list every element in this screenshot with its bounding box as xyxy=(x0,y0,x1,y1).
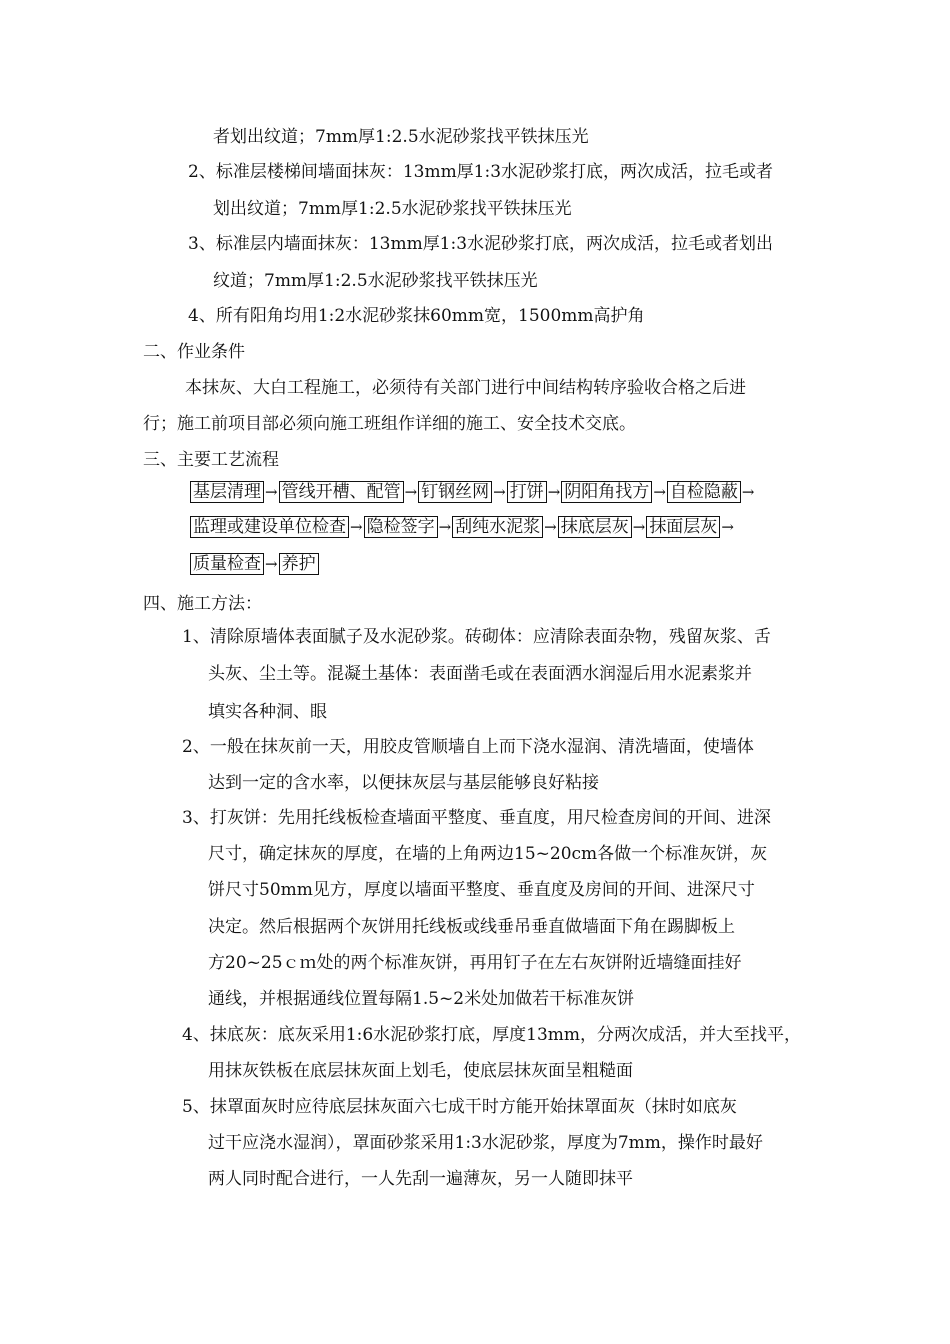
text-line: 者划出纹道；7mm厚1:2.5水泥砂浆找平铁抹压光 xyxy=(213,127,589,147)
flow-step: 隐检签字 xyxy=(364,516,438,538)
arrow-right-icon: → xyxy=(404,483,418,501)
flow-step: 打饼 xyxy=(507,481,547,503)
text-line: 1、清除原墙体表面腻子及水泥砂浆。砖砌体：应清除表面杂物，残留灰浆、舌 xyxy=(182,627,771,647)
arrow-right-icon: → xyxy=(265,483,278,501)
text-line: 5、抹罩面灰时应待底层抹灰面六七成干时方能开始抹罩面灰（抹时如底灰 xyxy=(182,1097,737,1117)
flow-step: 抹底层灰 xyxy=(558,516,632,538)
text-line: 填实各种洞、眼 xyxy=(208,702,327,722)
text-line: 4、所有阳角均用1:2水泥砂浆抹60mm宽，1500mm高护角 xyxy=(188,306,645,326)
flow-step: 阴阳角找方 xyxy=(561,481,652,503)
arrow-right-icon: → xyxy=(632,518,646,536)
arrow-right-icon: → xyxy=(653,483,666,501)
text-line: 头灰、尘土等。混凝土基体：表面凿毛或在表面洒水润湿后用水泥素浆并 xyxy=(208,664,752,684)
arrow-right-icon: → xyxy=(438,518,452,536)
section-heading: 二、作业条件 xyxy=(143,342,245,362)
text-line: 方20~25ｃｍ处的两个标准灰饼，再用钉子在左右灰饼附近墙缝面挂好 xyxy=(208,953,742,973)
flow-step: 养护 xyxy=(279,553,319,575)
text-line: 2、一般在抹灰前一天，用胶皮管顺墙自上而下浇水湿润、清洗墙面，使墙体 xyxy=(182,737,754,757)
arrow-right-icon: → xyxy=(721,518,734,536)
flow-step: 监理或建设单位检查 xyxy=(190,516,349,538)
arrow-right-icon: → xyxy=(350,518,363,536)
arrow-right-icon: → xyxy=(741,483,755,501)
text-line: 尺寸，确定抹灰的厚度，在墙的上角两边15~20cm各做一个标准灰饼，灰 xyxy=(208,844,768,864)
text-line: 2、标准层楼梯间墙面抹灰：13mm厚1:3水泥砂浆打底，两次成活，拉毛或者 xyxy=(188,162,774,182)
text-line: 划出纹道；7mm厚1:2.5水泥砂浆找平铁抹压光 xyxy=(213,199,572,219)
text-line: 决定。然后根据两个灰饼用托线板或线垂吊垂直做墙面下角在踢脚板上 xyxy=(208,917,735,937)
flow-step: 质量检查 xyxy=(190,553,264,575)
flow-step: 抹面层灰 xyxy=(646,516,720,538)
text-line: 用抹灰铁板在底层抹灰面上划毛，使底层抹灰面呈粗糙面 xyxy=(208,1061,633,1081)
text-line: 本抹灰、大白工程施工，必须待有关部门进行中间结构转序验收合格之后进 xyxy=(185,378,746,398)
flow-step: 基层清理 xyxy=(190,481,264,503)
text-line: 两人同时配合进行，一人先刮一遍薄灰，另一人随即抹平 xyxy=(208,1169,633,1189)
process-flow-row-1 xyxy=(190,479,755,505)
arrow-right-icon: → xyxy=(493,483,506,501)
flow-step: 自检隐蔽 xyxy=(667,481,741,503)
text-line: 3、打灰饼：先用托线板检查墙面平整度、垂直度，用尺检查房间的开间、进深 xyxy=(182,808,771,828)
section-heading: 三、主要工艺流程 xyxy=(143,450,279,470)
text-line: 达到一定的含水率，以便抹灰层与基层能够良好粘接 xyxy=(208,773,599,793)
process-flow-row-2 xyxy=(190,514,735,540)
arrow-right-icon: → xyxy=(547,483,561,501)
arrow-right-icon: → xyxy=(544,518,557,536)
text-line: 过干应浇水湿润），罩面砂浆采用1:3水泥砂浆，厚度为7mm，操作时最好 xyxy=(208,1133,763,1153)
arrow-right-icon: → xyxy=(265,555,278,573)
text-line: 行；施工前项目部必须向施工班组作详细的施工、安全技术交底。 xyxy=(143,414,636,434)
text-line: 4、抹底灰：底灰采用1:6水泥砂浆打底，厚度13mm，分两次成活，并大至找平， xyxy=(182,1025,802,1045)
process-flow-row-3 xyxy=(190,551,319,577)
text-line: 3、标准层内墙面抹灰：13mm厚1:3水泥砂浆打底，两次成活，拉毛或者划出 xyxy=(188,234,774,254)
text-line: 饼尺寸50mm见方，厚度以墙面平整度、垂直度及房间的开间、进深尺寸 xyxy=(208,880,755,900)
flow-step: 管线开槽、配管 xyxy=(279,481,404,503)
flow-step: 刮纯水泥浆 xyxy=(452,516,543,538)
flow-step: 钉钢丝网 xyxy=(418,481,492,503)
section-heading: 四、施工方法： xyxy=(143,594,262,614)
text-line: 通线，并根据通线位置每隔1.5~2米处加做若干标准灰饼 xyxy=(208,989,635,1009)
text-line: 纹道；7mm厚1:2.5水泥砂浆找平铁抹压光 xyxy=(213,271,538,291)
